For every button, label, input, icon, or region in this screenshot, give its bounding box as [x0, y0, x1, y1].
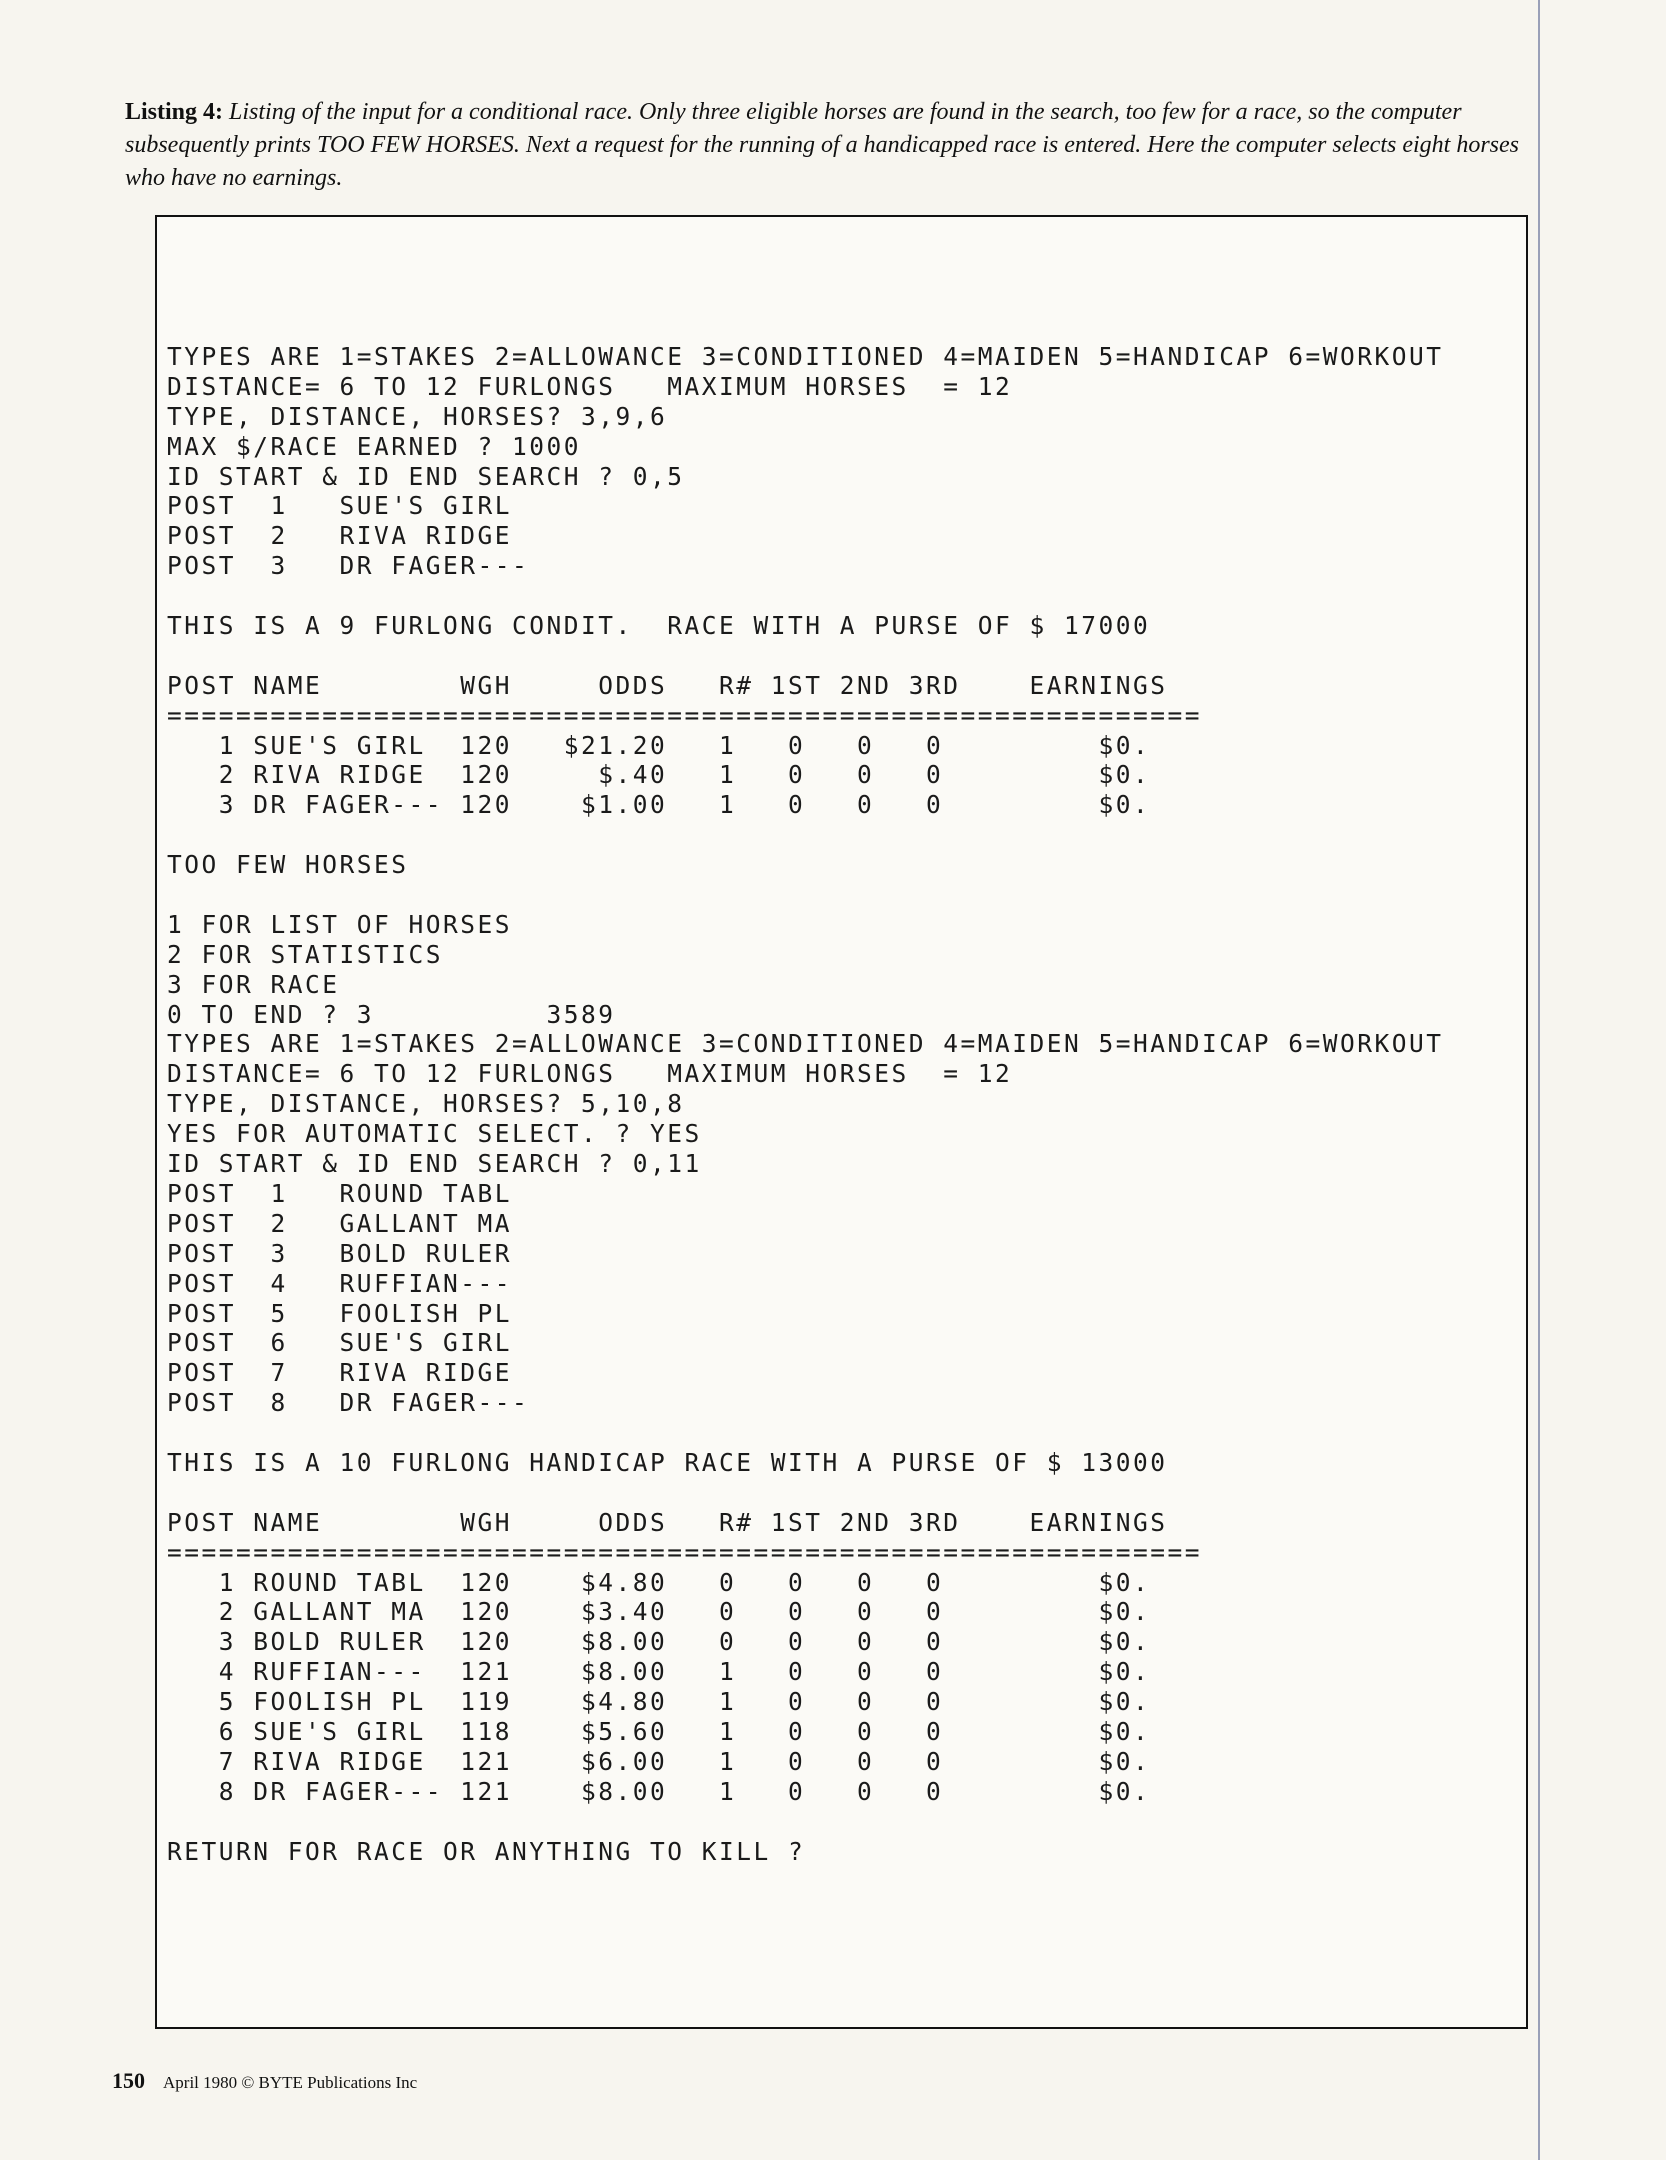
listing-line: ============================================================: [167, 700, 1203, 730]
listing-line: DISTANCE= 6 TO 12 FURLONGS MAXIMUM HORSES = 12: [167, 1059, 1013, 1089]
listing-line: 7 RIVA RIDGE 121 $6.00 1 0 0 0 $0.: [167, 1746, 1151, 1776]
listing-line: 1 FOR LIST OF HORSES: [167, 909, 513, 939]
program-listing-box: [155, 215, 1528, 2029]
listing-line: TYPES ARE 1=STAKES 2=ALLOWANCE 3=CONDITIONED 4=MAIDEN 5=HANDICAP 6=WORKOUT: [167, 342, 1444, 371]
listing-line: TYPES ARE 1=STAKES 2=ALLOWANCE 3=CONDITIONED 4=MAIDEN 5=HANDICAP 6=WORKOUT: [167, 1029, 1444, 1059]
listing-line: DISTANCE= 6 TO 12 FURLONGS MAXIMUM HORSES = 12: [167, 371, 1013, 401]
listing-line: 6 SUE'S GIRL 118 $5.60 1 0 0 0 $0.: [167, 1716, 1151, 1746]
page-edge-line: [1538, 0, 1540, 2160]
listing-line: POST 5 FOOLISH PL: [167, 1298, 513, 1328]
listing-line: 4 RUFFIAN--- 121 $8.00 1 0 0 0 $0.: [167, 1657, 1151, 1687]
listing-line: 2 GALLANT MA 120 $3.40 0 0 0 0 $0.: [167, 1597, 1151, 1627]
listing-line: POST 1 ROUND TABL: [167, 1178, 513, 1208]
listing-line: 0 TO END ? 3 3589: [167, 999, 616, 1029]
listing-line: THIS IS A 9 FURLONG CONDIT. RACE WITH A PURSE OF $ 17000: [167, 611, 1151, 641]
listing-line: POST 7 RIVA RIDGE: [167, 1358, 513, 1388]
listing-line: POST 2 GALLANT MA: [167, 1208, 513, 1238]
listing-line: POST 2 RIVA RIDGE: [167, 521, 513, 551]
listing-line: [167, 581, 1444, 611]
listing-line: POST NAME WGH ODDS R# 1ST 2ND 3RD EARNINGS: [167, 670, 1168, 700]
listing-line: ID START & ID END SEARCH ? 0,5: [167, 461, 685, 491]
listing-line: YES FOR AUTOMATIC SELECT. ? YES: [167, 1119, 702, 1149]
listing-line: 1 SUE'S GIRL 120 $21.20 1 0 0 0 $0.: [167, 730, 1151, 760]
page-number: 150: [112, 2068, 145, 2093]
listing-line: ID START & ID END SEARCH ? 0,11: [167, 1149, 702, 1179]
listing-line: POST 1 SUE'S GIRL: [167, 491, 513, 521]
listing-line: [167, 1418, 1444, 1448]
listing-line: MAX $/RACE EARNED ? 1000: [167, 431, 582, 461]
listing-line: [167, 1478, 1444, 1508]
listing-line: TYPE, DISTANCE, HORSES? 5,10,8: [167, 1089, 685, 1119]
listing-line: POST NAME WGH ODDS R# 1ST 2ND 3RD EARNINGS: [167, 1507, 1168, 1537]
listing-line: THIS IS A 10 FURLONG HANDICAP RACE WITH A PURSE OF $ 13000: [167, 1447, 1168, 1477]
listing-line: [167, 1807, 1444, 1837]
listing-line: 5 FOOLISH PL 119 $4.80 1 0 0 0 $0.: [167, 1687, 1151, 1717]
listing-line: POST 3 DR FAGER---: [167, 551, 530, 581]
listing-line: ============================================================: [167, 1537, 1203, 1567]
listing-caption: [125, 96, 1525, 195]
caption-label: Listing 4:: [125, 99, 224, 125]
listing-line: RETURN FOR RACE OR ANYTHING TO KILL ?: [167, 1836, 806, 1866]
listing-line: 2 FOR STATISTICS: [167, 939, 444, 969]
publication-info: April 1980 © BYTE Publications Inc: [163, 2073, 418, 2092]
listing-line: [167, 880, 1444, 910]
page-footer: [112, 2068, 417, 2094]
listing-line: 3 FOR RACE: [167, 969, 340, 999]
listing-line: [167, 641, 1444, 671]
listing-line: POST 8 DR FAGER---: [167, 1388, 530, 1418]
listing-line: POST 4 RUFFIAN---: [167, 1268, 513, 1298]
listing-line: 8 DR FAGER--- 121 $8.00 1 0 0 0 $0.: [167, 1776, 1151, 1806]
listing-line: POST 6 SUE'S GIRL: [167, 1328, 513, 1358]
listing-line: POST 3 BOLD RULER: [167, 1238, 513, 1268]
listing-line: 2 RIVA RIDGE 120 $.40 1 0 0 0 $0.: [167, 760, 1151, 790]
listing-line: TOO FEW HORSES: [167, 850, 409, 880]
program-listing: [167, 342, 1444, 1866]
listing-line: 3 DR FAGER--- 120 $1.00 1 0 0 0 $0.: [167, 790, 1151, 820]
listing-line: 1 ROUND TABL 120 $4.80 0 0 0 0 $0.: [167, 1567, 1151, 1597]
listing-line: 3 BOLD RULER 120 $8.00 0 0 0 0 $0.: [167, 1627, 1151, 1657]
caption-text: Listing of the input for a conditional race. Only three eligible horses are found in the search, too few for a race, so the computer subsequently prints TOO FEW HORSES. Next a request for the running of a handicapped race is entered. Here the computer selects eight horses who have no earnings.: [125, 99, 1519, 191]
listing-line: [167, 820, 1444, 850]
listing-line: TYPE, DISTANCE, HORSES? 3,9,6: [167, 401, 668, 431]
